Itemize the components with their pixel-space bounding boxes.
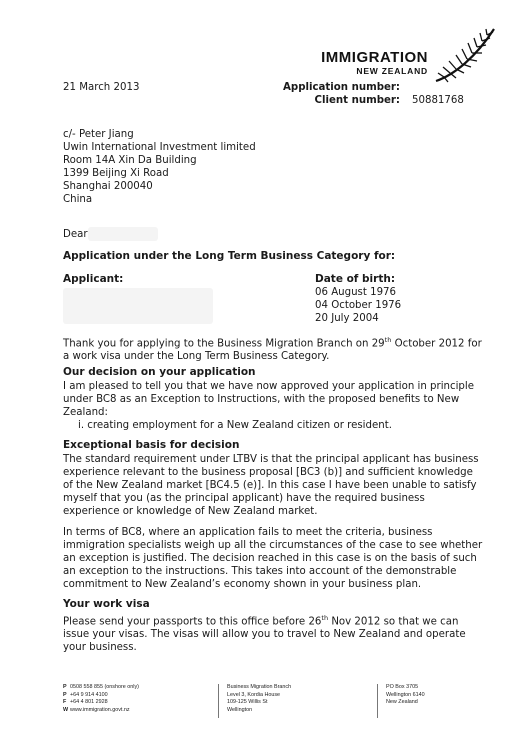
visa-heading: Your work visa <box>63 598 150 610</box>
footer-contact-phone-intl: P +64 9 914 4100 <box>63 691 108 698</box>
immigration-logo <box>321 49 428 77</box>
exceptional-paragraph-2: In terms of BC8, where an application fails to meet the criteria, business immigration specialists weigh up all the circumstances of the case to see whether an exception is justified. The decision reached in this case is on the basis of such an exception to the instructions. This takes into account of the demonstrable commitment to New Zealand’s economy shown in your business plan. <box>63 527 483 590</box>
address-line: Room 14A Xin Da Building <box>63 155 197 167</box>
applicant-label: Applicant: <box>63 273 124 285</box>
client-number-value: 50881768 <box>412 95 464 106</box>
address-line: c/- Peter Jiang <box>63 129 134 140</box>
dob-1: 06 August 1976 <box>315 287 397 298</box>
intro-paragraph: Thank you for applying to the Business Migration Branch on 29th October 2012 for a work visa under the Long Term Business Category. <box>63 336 482 363</box>
silver-fern-icon <box>432 25 502 85</box>
dob-label: Date of birth: <box>315 273 396 285</box>
logo-main-text: IMMIGRATION <box>321 49 428 66</box>
address-line: Shanghai 200040 <box>63 181 153 193</box>
redacted-applicants <box>63 288 213 324</box>
footer-divider <box>377 684 378 718</box>
footer-contact-phone: P 0508 558 855 (onshore only) <box>63 684 139 690</box>
footer-contact-web: W www.immigration.govt.nz <box>63 706 130 713</box>
letter-date: 21 March 2013 <box>63 82 140 93</box>
application-number-label: Application number: <box>283 82 400 93</box>
address-line: China <box>63 194 93 206</box>
decision-list-item: i. creating employment for a New Zealand citizen or resident. <box>78 420 392 431</box>
address-line: Uwin International Investment limited <box>63 142 256 154</box>
footer-contacts <box>63 684 139 714</box>
exceptional-heading: Exceptional basis for decision <box>63 439 240 451</box>
logo-sub-text: NEW ZEALAND <box>356 66 428 76</box>
salutation: Dear <box>63 229 88 240</box>
dob-3: 20 July 2004 <box>315 313 379 324</box>
exceptional-paragraph-1: The standard requirement under LTBV is that the principal applicant has business experience relevant to the business proposal [BC3 (b)] and sufficient knowledge of the New Zealand market [BC4.5 (e)]. In this case I have been unable to satisfy myself that you (as the principal applicant) have the required business experience or knowledge of New Zealand market. <box>63 454 479 517</box>
visa-paragraph: Please send your passports to this office before 26th Nov 2012 so that we can issue your visas. The visas will allow you to travel to New Zealand and operate your business. <box>63 614 466 654</box>
dob-2: 04 October 1976 <box>315 300 402 311</box>
footer-contact-fax: F +64 4 801 2928 <box>63 699 108 705</box>
decision-heading: Our decision on your application <box>63 366 256 378</box>
footer-divider <box>218 684 219 718</box>
footer-office-address: Business Migration Branch Level 3, Kordia House 109-125 Willis St Wellington <box>227 684 292 713</box>
footer-postal-address: PO Box 3705 Wellington 6140 New Zealand <box>386 684 425 705</box>
recipient-address <box>63 128 256 207</box>
redacted-name <box>88 227 158 241</box>
subject-line: Application under the Long Term Business Category for: <box>63 250 396 262</box>
client-number-label: Client number: <box>314 95 400 106</box>
decision-paragraph: I am pleased to tell you that we have now approved your application in principle under BC8 as an Exception to Instructions, with the proposed benefits to New Zealand: <box>63 381 474 418</box>
address-line: 1399 Beijing Xi Road <box>63 168 169 180</box>
